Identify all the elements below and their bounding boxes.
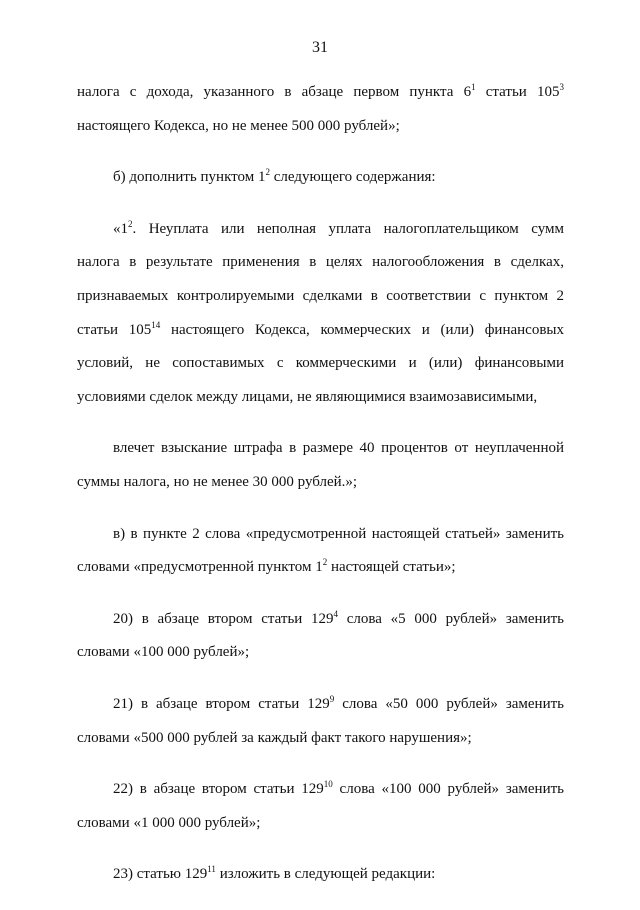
superscript: 14 (151, 319, 161, 330)
text-line: 21) в абзаце втором статьи $129^9$ слова «50 000 рублей» заменить (113, 693, 564, 712)
superscript: 1 (471, 82, 476, 92)
paragraph-p7 (77, 688, 564, 755)
text-line: 22) в абзаце втором статьи $129^{10}$ слова «100 000 рублей» заменить (113, 779, 564, 798)
text-line: 23) статью $129^{11}$ изложить в следующей редакции: (113, 864, 436, 883)
text-line: словами «предусмотренной пунктом $1^2$ настоящей статьи»; (77, 557, 456, 576)
text-line: словами «500 000 рублей за каждый факт такого нарушения»; (77, 729, 472, 746)
paragraph-p8 (77, 773, 564, 840)
text-line: словами «1 000 000 рублей»; (77, 814, 261, 831)
paragraph-p9 (77, 858, 564, 892)
superscript: 4 (333, 608, 339, 619)
text-line: суммы налога, но не менее 30 000 рублей.»; (77, 473, 358, 490)
superscript: 2 (265, 167, 270, 178)
text-line: настоящего Кодекса, но не менее 500 000 рублей»; (77, 117, 400, 134)
paragraph-p2 (77, 161, 564, 195)
text-line: словами «100 000 рублей»; (77, 644, 250, 661)
text-line: налога с дохода, указанного в абзаце первом пункта $6^1$ статьи $105^3$ (77, 82, 564, 100)
superscript: 9 (329, 693, 335, 704)
text-line: условиями сделок между лицами, не являющимися взаимозависимыми, (77, 388, 538, 405)
text-line: условий, не сопоставимых с коммерческими и (или) финансовыми (77, 355, 564, 372)
paragraph-p3 (77, 213, 564, 415)
text-line: статьи $105^{14}$ настоящего Кодекса, коммерческих и (или) финансовых (77, 319, 564, 338)
superscript: 2 (128, 218, 133, 229)
superscript: 10 (323, 779, 333, 790)
paragraph-p1 (77, 76, 564, 143)
paragraph-p5 (77, 518, 564, 585)
text-line: налога в результате применения в целях налогообложения в сделках, (77, 254, 564, 271)
text-line: б) дополнить пунктом $1^2$ следующего содержания: (113, 167, 436, 186)
superscript: 3 (559, 82, 564, 92)
paragraph-p4 (77, 432, 564, 499)
document-body (77, 76, 564, 910)
paragraph-p6 (77, 603, 564, 670)
page-number: 31 (312, 39, 328, 56)
superscript: 11 (207, 864, 216, 875)
text-line: в) в пункте 2 слова «предусмотренной настоящей статьей» заменить (113, 525, 564, 542)
text-line: 20) в абзаце втором статьи $129^4$ слова «5 000 рублей» заменить (113, 608, 564, 627)
text-line: признаваемых контролируемыми сделками в соответствии с пунктом 2 (77, 287, 564, 304)
superscript: 2 (322, 557, 328, 568)
text-line: влечет взыскание штрафа в размере 40 процентов от неуплаченной (113, 440, 564, 457)
text-line: «$1^2$. Неуплата или неполная уплата налогоплательщиком сумм (113, 218, 564, 237)
